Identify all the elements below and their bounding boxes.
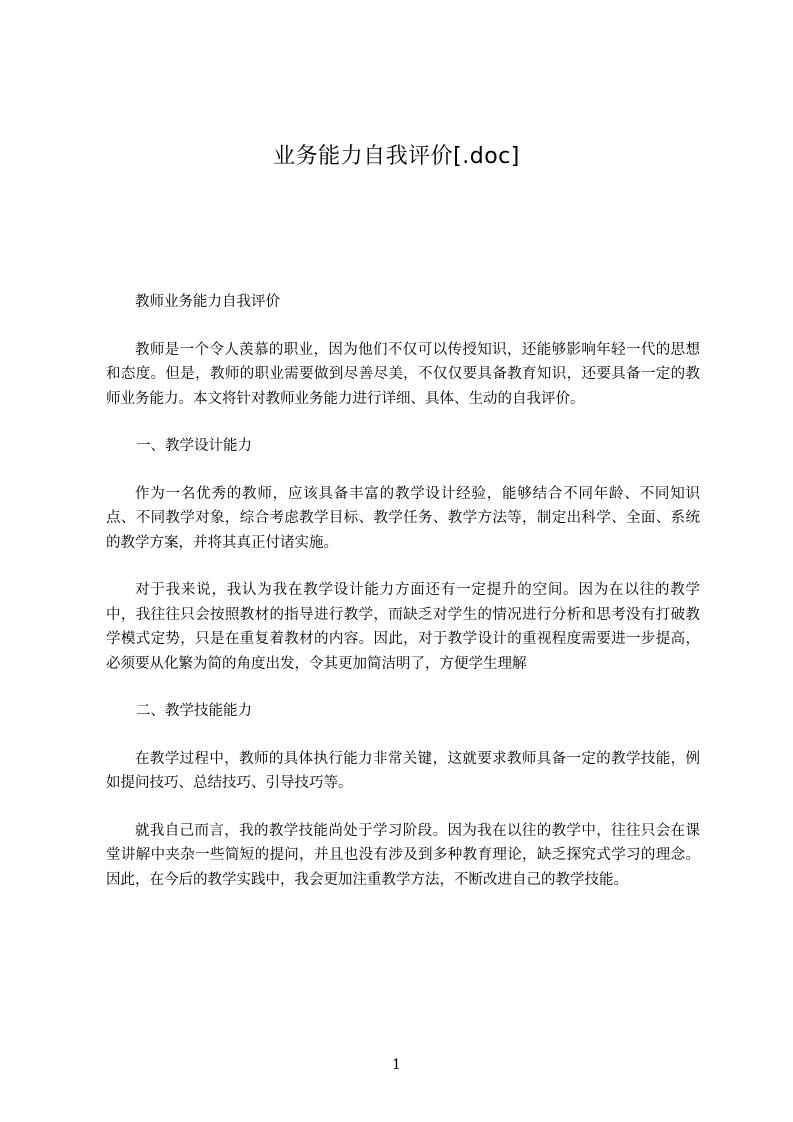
section2-paragraph-2: 就我自己而言，我的教学技能尚处于学习阶段。因为我在以往的教学中，往往只会在课堂讲解中夹杂一些简短的提问，并且也没有涉及到多种教育理论，缺乏探究式学习的理念。因此，在今后的教学实践中，我会更加注重教学方法，不断改进自己的教学技能。 [106, 822, 700, 888]
document-subtitle: 教师业务能力自我评价 [135, 294, 280, 310]
page-number: 1 [392, 1057, 401, 1073]
intro-paragraph: 教师是一个令人羡慕的职业，因为他们不仅可以传授知识，还能够影响年轻一代的思想和态度。但是，教师的职业需要做到尽善尽美，不仅仅要具备教育知识，还要具备一定的教师业务能力。本文将针对教师业务能力进行详细、具体、生动的自我评价。 [106, 341, 700, 407]
section-heading-teaching-design: 一、教学设计能力 [136, 438, 252, 454]
section2-paragraph-1: 在教学过程中，教师的具体执行能力非常关键，这就要求教师具备一定的教学技能，例如提问技巧、总结技巧、引导技巧等。 [106, 750, 700, 791]
section1-paragraph-1: 作为一名优秀的教师，应该具备丰富的教学设计经验，能够结合不同年龄、不同知识点、不同教学对象，综合考虑教学目标、教学任务、教学方法等，制定出科学、全面、系统的教学方案，并将其真正付诸实施。 [106, 485, 700, 551]
section-heading-teaching-skills: 二、教学技能能力 [136, 703, 252, 719]
document-body [106, 290, 700, 915]
section1-paragraph-2: 对于我来说，我认为我在教学设计能力方面还有一定提升的空间。因为在以往的教学中，我往往只会按照教材的指导进行教学，而缺乏对学生的情况进行分析和思考没有打破教学模式定势，只是在重复着教材的内容。因此，对于教学设计的重视程度需要进一步提高，必须要从化繁为简的角度出发，令其更加简洁明了，方便学生理解 [106, 582, 700, 672]
document-title: 业务能力自我评价[.doc] [273, 144, 520, 169]
